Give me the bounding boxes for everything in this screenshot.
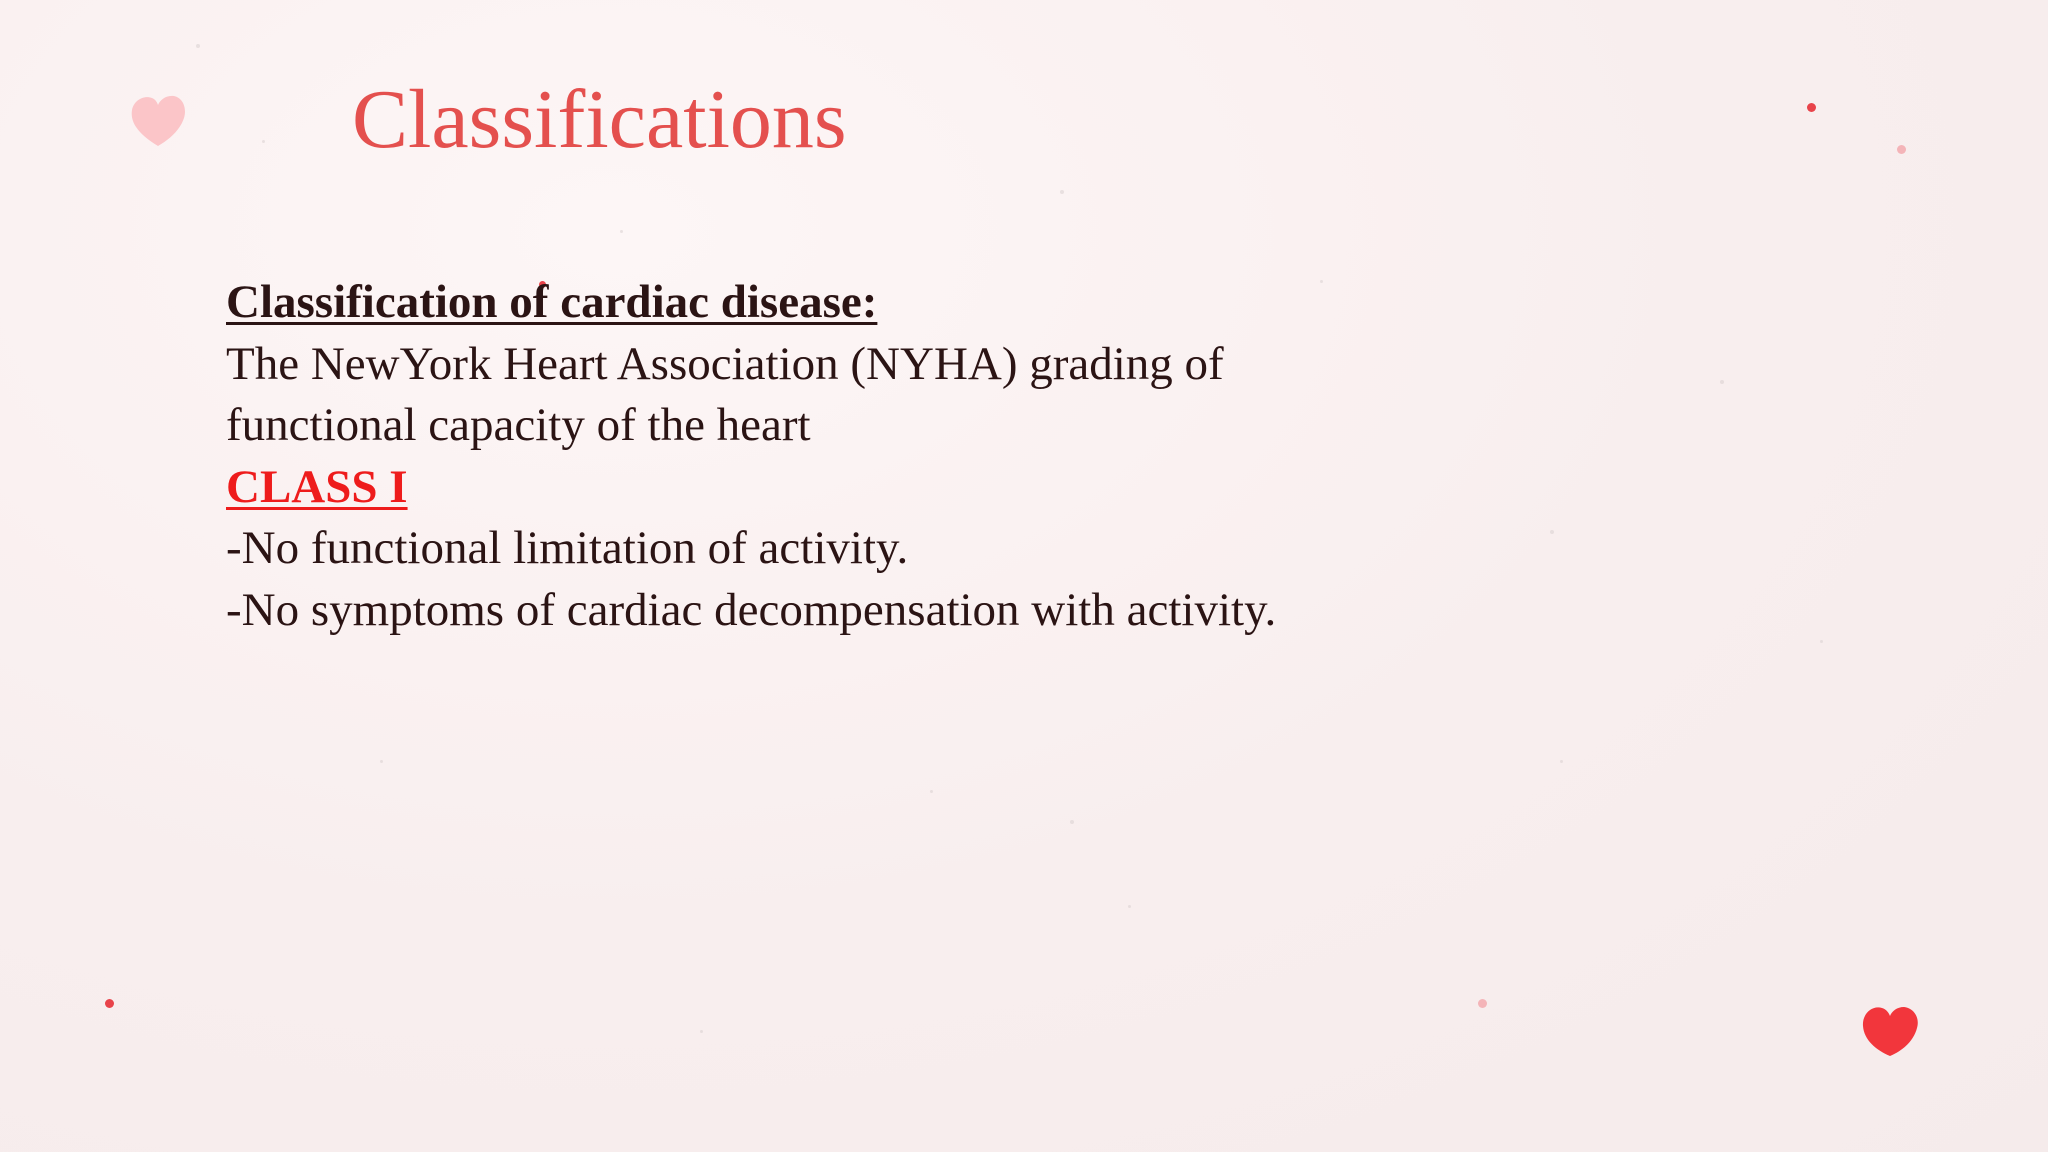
texture-speck bbox=[620, 230, 623, 233]
texture-speck bbox=[380, 760, 383, 763]
texture-speck bbox=[1820, 640, 1823, 643]
bullet-item: -No functional limitation of activity. bbox=[226, 522, 909, 574]
texture-speck bbox=[930, 790, 933, 793]
slide-title: Classifications bbox=[352, 73, 847, 166]
class-label: CLASS I bbox=[226, 460, 408, 513]
texture-speck bbox=[1070, 820, 1074, 824]
heart-icon bbox=[1860, 1004, 1920, 1058]
decorative-dot bbox=[1478, 999, 1487, 1008]
decorative-dot bbox=[1897, 145, 1906, 154]
description-line: The NewYork Heart Association (NYHA) grading of bbox=[226, 337, 1224, 390]
decorative-dot bbox=[105, 999, 114, 1008]
texture-speck bbox=[700, 1030, 703, 1033]
texture-speck bbox=[196, 44, 200, 48]
texture-speck bbox=[262, 140, 265, 143]
texture-speck bbox=[1128, 905, 1131, 908]
slide-body bbox=[226, 272, 1726, 641]
bullet-item: -No symptoms of cardiac decompensation with activity. bbox=[226, 583, 1277, 636]
decorative-dot bbox=[1807, 103, 1816, 112]
texture-speck bbox=[1060, 190, 1064, 194]
section-heading: Classification of cardiac disease: bbox=[226, 276, 878, 328]
heart-icon bbox=[128, 94, 188, 148]
texture-speck bbox=[1560, 760, 1563, 763]
description-line: functional capacity of the heart bbox=[226, 399, 811, 451]
